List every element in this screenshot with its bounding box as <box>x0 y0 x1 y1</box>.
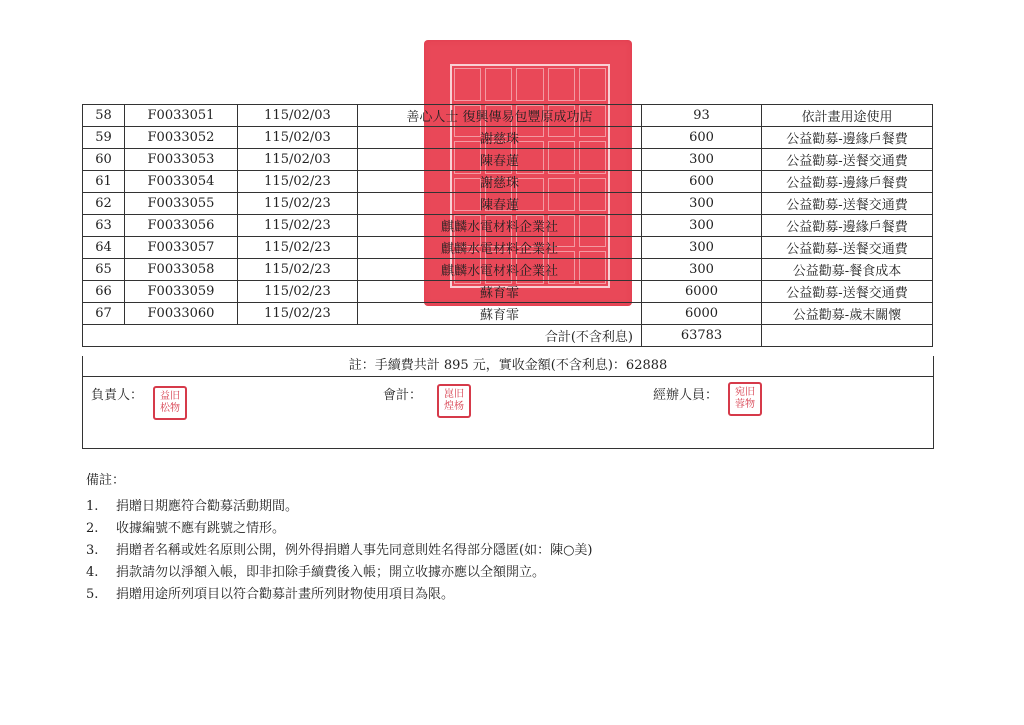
donation-amount: 300 <box>642 259 762 281</box>
donation-date: 115/02/03 <box>238 149 358 171</box>
table-row <box>83 281 933 303</box>
remark-text: 捐款請勿以淨額入帳，即非扣除手續費後入帳；開立收據亦應以全額開立。 <box>116 565 546 580</box>
donor-name: 陳春蓮 <box>358 149 642 171</box>
remark-text: 捐贈者名稱或姓名原則公開，例外得捐贈人事先同意則姓名得部分隱匿(如：陳○美) <box>116 543 593 558</box>
accountant-stamp: 崑旧煌杨 <box>437 384 471 418</box>
donation-table <box>82 104 933 347</box>
row-number: 59 <box>83 127 125 149</box>
row-number: 65 <box>83 259 125 281</box>
receipt-number: F0033060 <box>125 303 238 325</box>
donation-date: 115/02/23 <box>238 281 358 303</box>
table-row <box>83 215 933 237</box>
donation-usage: 公益勸募-送餐交通費 <box>762 193 933 215</box>
receipt-number: F0033059 <box>125 281 238 303</box>
row-number: 63 <box>83 215 125 237</box>
seal-glyph <box>579 68 606 101</box>
remark-item <box>86 540 593 562</box>
row-number: 66 <box>83 281 125 303</box>
donation-date: 115/02/23 <box>238 193 358 215</box>
receipt-number: F0033055 <box>125 193 238 215</box>
remark-text: 捐贈日期應符合勸募活動期間。 <box>116 499 299 514</box>
total-amount: 63783 <box>642 325 762 347</box>
signature-box <box>82 376 934 449</box>
manager-stamp: 益旧松物 <box>153 386 187 420</box>
donation-date: 115/02/23 <box>238 237 358 259</box>
remark-item <box>86 518 593 540</box>
receipt-number: F0033052 <box>125 127 238 149</box>
remark-number: 3. <box>86 543 99 558</box>
remark-item <box>86 496 593 518</box>
donation-usage: 公益勸募-歲末關懷 <box>762 303 933 325</box>
donation-amount: 600 <box>642 171 762 193</box>
table-row <box>83 259 933 281</box>
donation-date: 115/02/23 <box>238 259 358 281</box>
total-row <box>83 325 933 347</box>
row-number: 64 <box>83 237 125 259</box>
donation-usage: 公益勸募-餐食成本 <box>762 259 933 281</box>
total-usage-empty <box>762 325 933 347</box>
manager-label: 負責人： <box>91 388 144 403</box>
row-number: 62 <box>83 193 125 215</box>
donor-name: 謝慈珠 <box>358 127 642 149</box>
donation-usage: 公益勸募-邊緣戶餐費 <box>762 127 933 149</box>
table-row <box>83 171 933 193</box>
handler-stamp: 宛旧蓉物 <box>728 382 762 416</box>
accountant-label: 會計： <box>383 388 423 403</box>
receipt-number: F0033058 <box>125 259 238 281</box>
seal-glyph <box>485 68 512 101</box>
seal-glyph <box>516 68 543 101</box>
donation-date: 115/02/23 <box>238 303 358 325</box>
table-row <box>83 149 933 171</box>
fee-note: 註：手續費共計 895 元，實收金額(不含利息)：62888 <box>82 356 934 377</box>
donation-amount: 6000 <box>642 281 762 303</box>
handler-label: 經辦人員： <box>653 388 719 403</box>
table-row <box>83 193 933 215</box>
row-number: 60 <box>83 149 125 171</box>
donor-name: 善心人士 復興傳易包豐原成功店 <box>358 105 642 127</box>
donation-usage: 公益勸募-送餐交通費 <box>762 237 933 259</box>
total-label: 合計(不含利息) <box>83 325 642 347</box>
donation-date: 115/02/03 <box>238 105 358 127</box>
donor-name: 蘇育霏 <box>358 303 642 325</box>
donor-name: 麒麟水電材料企業社 <box>358 237 642 259</box>
table-row <box>83 237 933 259</box>
row-number: 61 <box>83 171 125 193</box>
remark-item <box>86 584 593 606</box>
donation-amount: 600 <box>642 127 762 149</box>
remark-item <box>86 562 593 584</box>
donor-name: 謝慈珠 <box>358 171 642 193</box>
remarks-section <box>86 470 593 606</box>
donation-usage: 依計畫用途使用 <box>762 105 933 127</box>
donation-date: 115/02/03 <box>238 127 358 149</box>
donation-amount: 300 <box>642 215 762 237</box>
row-number: 58 <box>83 105 125 127</box>
donation-usage: 公益勸募-送餐交通費 <box>762 281 933 303</box>
donation-amount: 93 <box>642 105 762 127</box>
receipt-number: F0033057 <box>125 237 238 259</box>
receipt-number: F0033053 <box>125 149 238 171</box>
receipt-number: F0033051 <box>125 105 238 127</box>
table-row <box>83 105 933 127</box>
remark-number: 1. <box>86 499 99 514</box>
receipt-number: F0033054 <box>125 171 238 193</box>
donor-name: 蘇育霏 <box>358 281 642 303</box>
donation-amount: 300 <box>642 237 762 259</box>
remark-number: 4. <box>86 565 99 580</box>
table-row <box>83 127 933 149</box>
donor-name: 陳春蓮 <box>358 193 642 215</box>
row-number: 67 <box>83 303 125 325</box>
table-row <box>83 303 933 325</box>
donation-amount: 6000 <box>642 303 762 325</box>
donation-usage: 公益勸募-邊緣戶餐費 <box>762 171 933 193</box>
donation-usage: 公益勸募-邊緣戶餐費 <box>762 215 933 237</box>
seal-glyph <box>454 68 481 101</box>
seal-glyph <box>548 68 575 101</box>
donation-usage: 公益勸募-送餐交通費 <box>762 149 933 171</box>
donor-name: 麒麟水電材料企業社 <box>358 259 642 281</box>
remark-number: 2. <box>86 521 99 536</box>
donation-date: 115/02/23 <box>238 215 358 237</box>
donor-name: 麒麟水電材料企業社 <box>358 215 642 237</box>
receipt-number: F0033056 <box>125 215 238 237</box>
remark-number: 5. <box>86 587 99 602</box>
remark-text: 收據編號不應有跳號之情形。 <box>116 521 286 536</box>
remarks-title: 備註： <box>86 473 126 488</box>
donation-amount: 300 <box>642 149 762 171</box>
donation-amount: 300 <box>642 193 762 215</box>
donation-date: 115/02/23 <box>238 171 358 193</box>
remark-text: 捐贈用途所列項目以符合勸募計畫所列財物使用項目為限。 <box>116 587 455 602</box>
